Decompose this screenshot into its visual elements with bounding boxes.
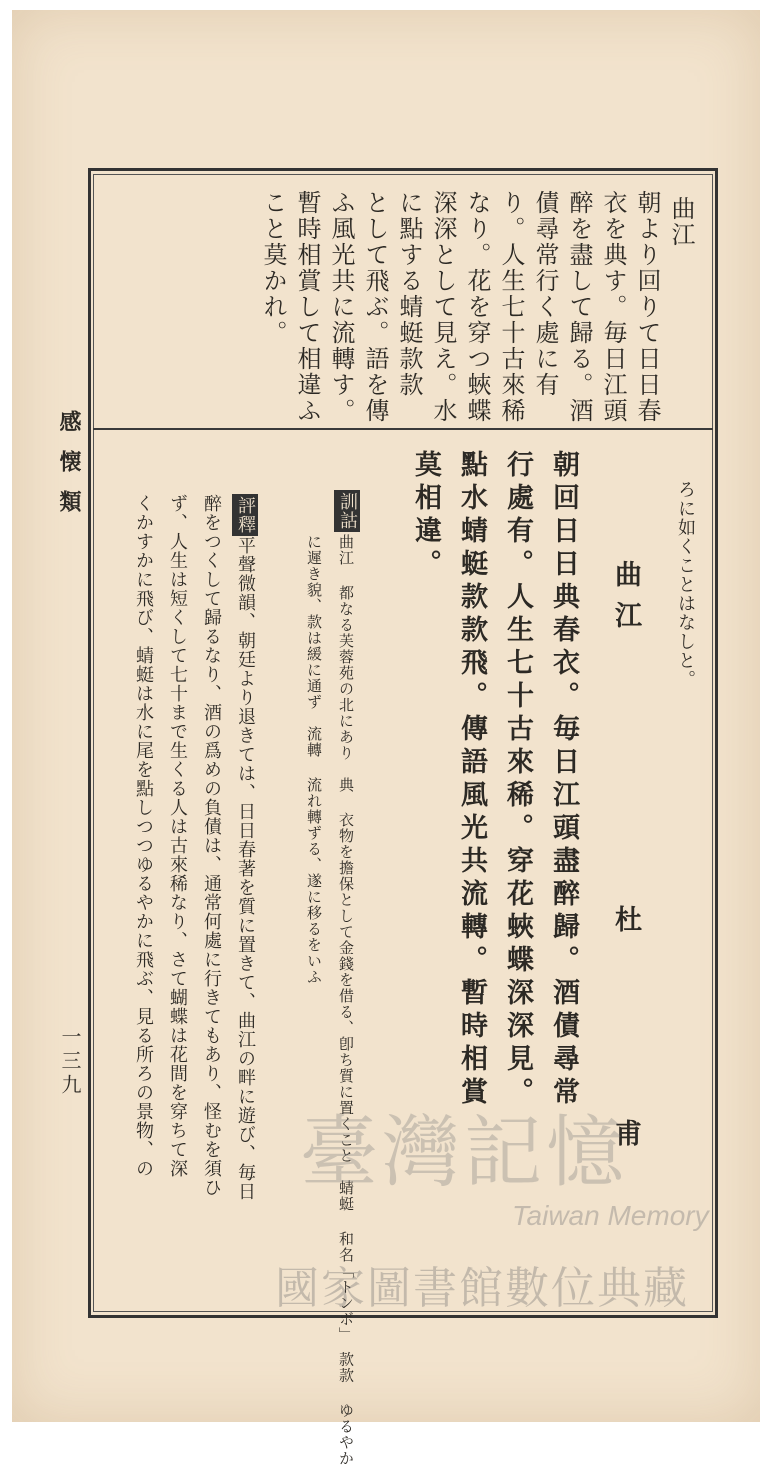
translation-line: なり。花を穿つ蛺蝶 [463,190,491,424]
section-divider [93,428,713,430]
commentary-line: くかすかに飛び、蜻蜓は水に尾を點しつつゆるやかに飛ぶ、見る所ろの景物、の [133,494,154,1178]
watermark-org: 國家圖書館數位典藏 [275,1263,689,1314]
glossary-label: 訓詁 [334,490,360,532]
previous-note: ろに如くことはなしと。 [675,480,696,689]
commentary-label: 評釋 [232,494,258,536]
translation-line: ふ風光共に流轉す。 [327,190,355,424]
poem-line: 莫相違。 [410,450,441,582]
translation-line: 債尋常行く處に有 [531,190,559,398]
poem-author: 杜 甫 [610,905,641,1226]
commentary-line: 醉をつくして歸るなり、酒の爲めの負債は、通常何處に行きてもあり、怪むを須ひ [201,494,222,1197]
translation-line: に點する蜻蜓款款 [395,190,423,398]
translation-line: 朝より回りて日日春 [633,190,661,424]
poem-line: 朝回日日典春衣。毎日江頭盡醉歸。酒債尋常 [548,450,579,1110]
translation-line: 暫時相賞して相違ふ [293,190,321,424]
chapter-title: 感懐類 [56,410,82,530]
page-number: 一三九 [58,1026,82,1098]
translation-title: 曲江 [667,196,695,248]
poem-line: 點水蜻蜓款款飛。傳語風光共流轉。暫時相賞 [456,450,487,1110]
watermark-logo: 臺灣記憶 [300,1108,629,1198]
glossary-line: に遲き貌、款は緩に通ず 流轉 流れ轉ずる、遂に移るをいふ [305,534,323,985]
translation-line: 深深として見え。水 [429,190,457,424]
watermark-english: Taiwan Memory [512,1200,709,1231]
poem-title: 曲江 [610,560,641,642]
poem-line: 行處有。人生七十古來稀。穿花蛺蝶深深見。 [502,450,533,1110]
translation-line: 衣を典す。毎日江頭 [599,190,627,424]
translation-line: こと莫かれ。 [259,190,287,346]
commentary-line: 平聲微韻、朝廷より退きては、日日春著を質に置きて、曲江の畔に遊び、毎日 [235,536,256,1201]
translation-line: り。人生七十古來稀 [497,190,525,424]
translation-line: として飛ぶ。語を傳 [361,190,389,424]
commentary-line: ず、人生は短くして七十まで生くる人は古來稀なり、さて蝴蝶は花間を穿ちて深 [167,494,188,1178]
glossary-line: 曲江 都なる芙蓉苑の北にあり 典 衣物を擔保として金錢を借る、卽ち質に置くこと 蜻蜓 和名「トンボ」 款款 ゆるやか [337,534,355,1467]
translation-line: 醉を盡して歸る。酒 [565,190,593,424]
